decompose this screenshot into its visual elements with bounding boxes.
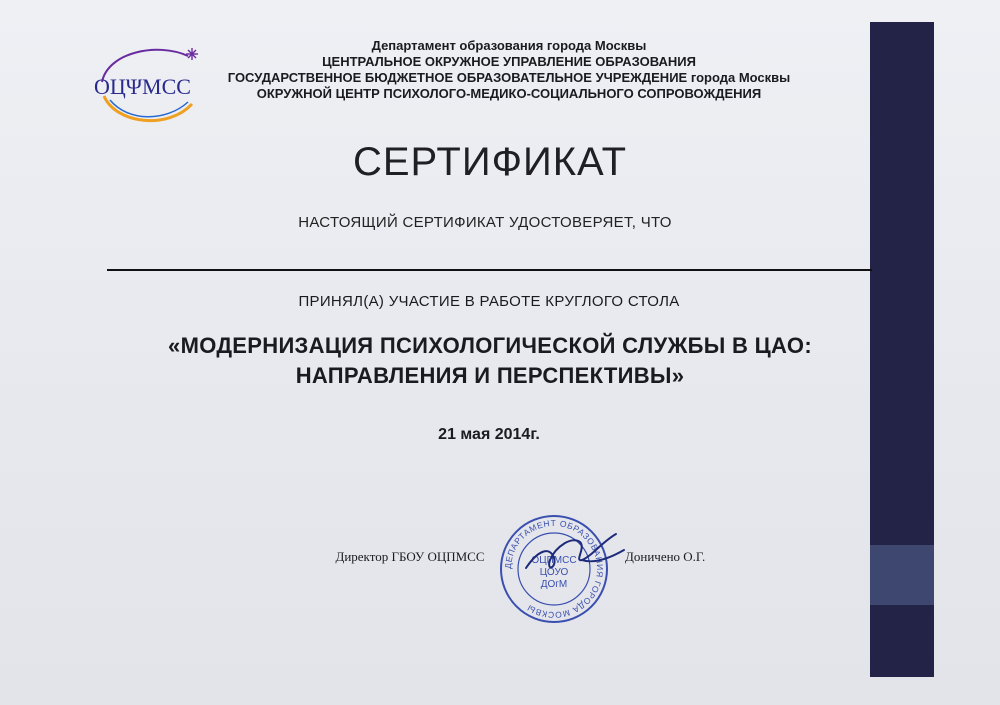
logo-text: ОЦΨМСС xyxy=(94,74,191,99)
recipient-name-line xyxy=(107,269,872,271)
stamp-line3: ДОгМ xyxy=(540,579,568,590)
header-department: Департамент образования города Москвы xyxy=(371,38,647,53)
handwritten-signature xyxy=(520,528,630,580)
event-title-line2: НАПРАВЛЕНИЯ И ПЕРСПЕКТИВЫ» xyxy=(295,363,685,388)
certificate-title: СЕРТИФИКАТ xyxy=(352,140,628,184)
logo-sparkle-icon xyxy=(186,48,198,60)
stamp-line2: ЦОУО xyxy=(539,567,569,578)
header-center: ОКРУЖНОЙ ЦЕНТР ПСИХОЛОГО-МЕДИКО-СОЦИАЛЬНОГО СОПРОВОЖДЕНИЯ xyxy=(256,86,762,101)
event-title xyxy=(0,331,980,391)
director-name: Доничено О.Г. xyxy=(625,549,706,564)
certifies-text: НАСТОЯЩИЙ СЕРТИФИКАТ УДОСТОВЕРЯЕТ, ЧТО xyxy=(298,214,672,231)
stamp-ring-text: ДЕПАРТАМЕНТ ОБРАЗОВАНИЯ ГОРОДА МОСКВЫ xyxy=(502,517,606,621)
header-district-office: ЦЕНТРАЛЬНОЕ ОКРУЖНОЕ УПРАВЛЕНИЕ ОБРАЗОВАНИЯ xyxy=(322,54,696,69)
participation-text: ПРИНЯЛ(А) УЧАСТИЕ В РАБОТЕ КРУГЛОГО СТОЛА xyxy=(298,293,680,310)
event-date: 21 мая 2014г. xyxy=(438,426,540,443)
director-title: Директор ГБОУ ОЦПМСС xyxy=(335,549,485,564)
organization-logo xyxy=(88,38,210,130)
event-title-line1: «МОДЕРНИЗАЦИЯ ПСИХОЛОГИЧЕСКОЙ СЛУЖБЫ В ЦАО: xyxy=(168,333,812,358)
organization-header xyxy=(214,38,804,102)
decorative-stripe-accent xyxy=(870,545,934,605)
stamp-line1: ОЦПМСС xyxy=(531,555,577,566)
header-institution: ГОСУДАРСТВЕННОЕ БЮДЖЕТНОЕ ОБРАЗОВАТЕЛЬНОЕ УЧРЕЖДЕНИЕ города Москвы xyxy=(227,70,791,85)
